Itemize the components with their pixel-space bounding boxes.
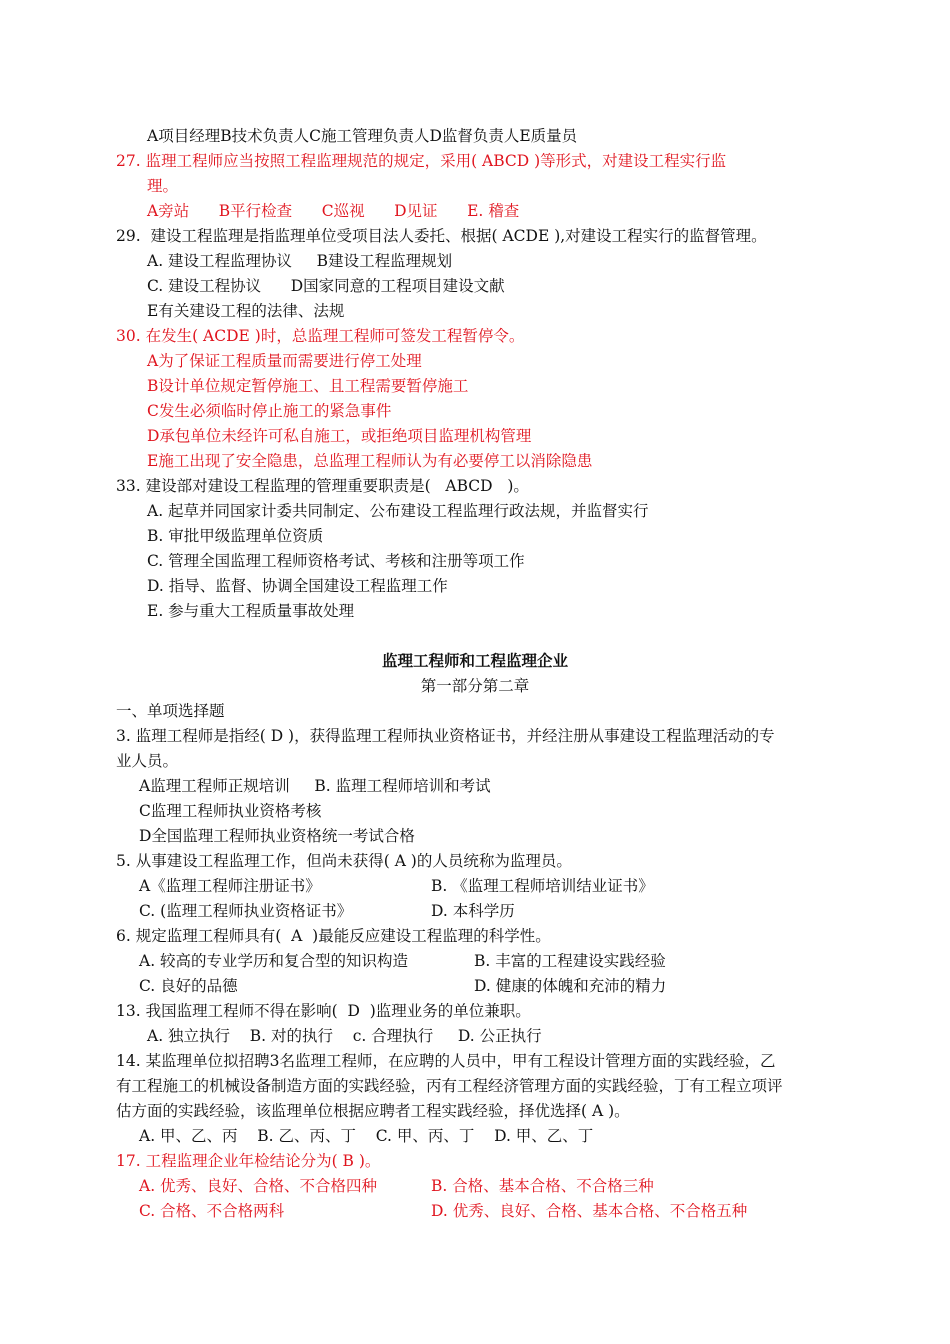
q30-option-c: C发生必须临时停止施工的紧急事件 xyxy=(147,402,392,420)
q33-option-d: D. 指导、监督、协调全国建设工程监理工作 xyxy=(147,577,448,595)
q33-option-b: B. 审批甲级监理单位资质 xyxy=(147,527,324,545)
q5-option-c: C. (监理工程师执业资格证书》 xyxy=(139,902,353,920)
q27-stem: 27. 监理工程师应当按照工程监理规范的规定，采用( ABCD )等形式，对建设工程实行监 xyxy=(116,152,727,170)
q33-option-c: C. 管理全国监理工程师资格考试、考核和注册等项工作 xyxy=(147,552,525,570)
q30-option-e: E施工出现了安全隐患，总监理工程师认为有必要停工以消除隐患 xyxy=(147,452,593,470)
q3-stem: 3. 监理工程师是指经( D )，获得监理工程师执业资格证书，并经注册从事建设工程监理活动的专 xyxy=(116,727,775,745)
q26-options: A项目经理B技术负责人C施工管理负责人D监督负责人E质量员 xyxy=(147,127,578,145)
q5-stem: 5. 从事建设工程监理工作，但尚未获得( A )的人员统称为监理员。 xyxy=(116,852,572,870)
q3-option-c: C监理工程师执业资格考核 xyxy=(139,802,322,820)
q5-option-b: B. 《监理工程师培训结业证书》 xyxy=(431,877,654,895)
q17-option-c: C. 合格、不合格两科 xyxy=(139,1202,285,1220)
q29-option-e: E有关建设工程的法律、法规 xyxy=(147,302,345,320)
q6-option-d: D. 健康的体魄和充沛的精力 xyxy=(474,977,667,995)
q30-option-b: B设计单位规定暂停施工、且工程需要暂停施工 xyxy=(147,377,469,395)
q27-options: A旁站 B平行检查 C巡视 D见证 E. 稽查 xyxy=(147,202,520,220)
q6-option-c: C. 良好的品德 xyxy=(139,977,238,995)
q17-option-a: A. 优秀、良好、合格、不合格四种 xyxy=(139,1177,378,1195)
q33-stem: 33. 建设部对建设工程监理的管理重要职责是( ABCD )。 xyxy=(116,477,529,495)
q30-option-a: A为了保证工程质量而需要进行停工处理 xyxy=(147,352,422,370)
q17-stem: 17. 工程监理企业年检结论分为( B )。 xyxy=(116,1152,381,1170)
q29-options-cd: C. 建设工程协议 D国家同意的工程项目建设文献 xyxy=(147,277,505,295)
section-heading: 一、单项选择题 xyxy=(116,702,225,720)
q29-options-ab: A. 建设工程监理协议 B建设工程监理规划 xyxy=(147,252,453,270)
q6-stem: 6. 规定监理工程师具有( A )最能反应建设工程监理的科学性。 xyxy=(116,927,551,945)
q30-stem: 30. 在发生( ACDE )时，总监理工程师可签发工程暂停令。 xyxy=(116,327,525,345)
section-subtitle: 第一部分第二章 xyxy=(420,677,530,695)
q14-stem-cont-2: 估方面的实践经验，该监理单位根据应聘者工程实践经验，择优选择( A )。 xyxy=(116,1102,630,1120)
q33-option-a: A. 起草并同国家计委共同制定、公布建设工程监理行政法规，并监督实行 xyxy=(147,502,649,520)
q30-option-d: D承包单位未经许可私自施工，或拒绝项目监理机构管理 xyxy=(147,427,532,445)
q17-option-b: B. 合格、基本合格、不合格三种 xyxy=(431,1177,654,1195)
q29-stem: 29. 建设工程监理是指监理单位受项目法人委托、根据( ACDE ),对建设工程实行的监督管理。 xyxy=(116,227,767,245)
q13-options: A. 独立执行 B. 对的执行 c. 合理执行 D. 公正执行 xyxy=(147,1027,542,1045)
q14-options: A. 甲、乙、丙 B. 乙、丙、丁 C. 甲、丙、丁 D. 甲、乙、丁 xyxy=(139,1127,594,1145)
q3-stem-cont: 业人员。 xyxy=(116,752,179,770)
q33-option-e: E. 参与重大工程质量事故处理 xyxy=(147,602,355,620)
q6-option-a: A. 较高的专业学历和复合型的知识构造 xyxy=(139,952,409,970)
q17-option-d: D. 优秀、良好、合格、基本合格、不合格五种 xyxy=(431,1202,748,1220)
q13-stem: 13. 我国监理工程师不得在影响( D )监理业务的单位兼职。 xyxy=(116,1002,531,1020)
q5-option-a: A《监理工程师注册证书》 xyxy=(139,877,321,895)
q3-option-d: D全国监理工程师执业资格统一考试合格 xyxy=(139,827,415,845)
q5-option-d: D. 本科学历 xyxy=(431,902,515,920)
q14-stem: 14. 某监理单位拟招聘3名监理工程师，在应聘的人员中，甲有工程设计管理方面的实践经验，乙 xyxy=(116,1052,776,1070)
q6-option-b: B. 丰富的工程建设实践经验 xyxy=(474,952,666,970)
q14-stem-cont-1: 有工程施工的机械设备制造方面的实践经验，丙有工程经济管理方面的实践经验，丁有工程立项评 xyxy=(116,1077,783,1095)
q27-stem-cont: 理。 xyxy=(147,177,179,195)
section-title: 监理工程师和工程监理企业 xyxy=(381,651,568,670)
q3-options-ab: A监理工程师正规培训 B. 监理工程师培训和考试 xyxy=(139,777,491,795)
